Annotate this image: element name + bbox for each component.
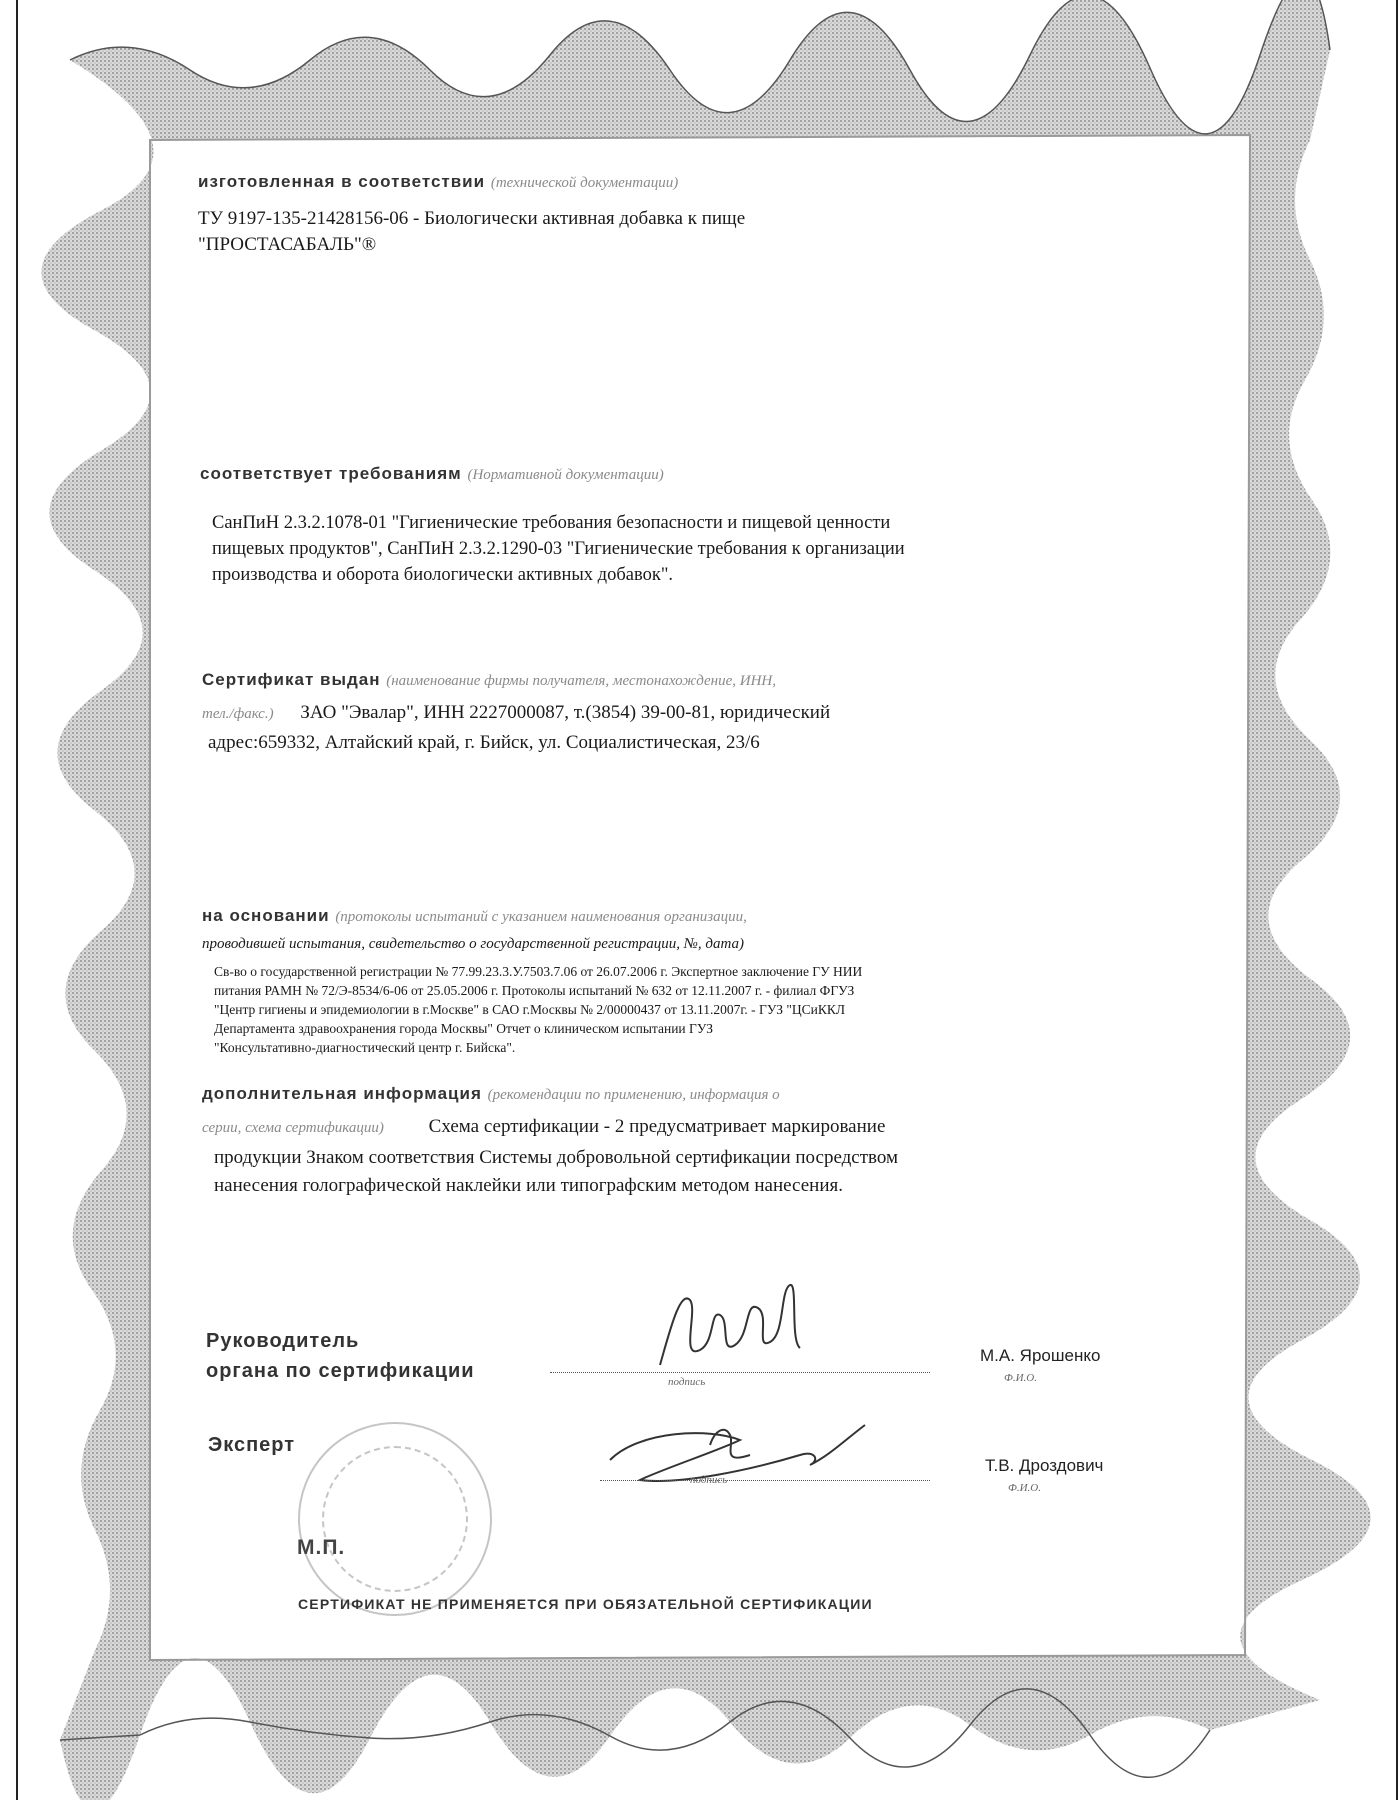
- stamp-place-label: М.П.: [297, 1536, 346, 1559]
- made-per-label: изготовленная в соответствии: [198, 172, 486, 191]
- conforms-hint: (Нормативной документации): [467, 467, 664, 483]
- issued-to-hint-1: (наименование фирмы получателя, местонахождение, ИНН,: [386, 673, 776, 689]
- head-label-line-1: Руководитель: [206, 1330, 360, 1352]
- made-per-hint: (технической документации): [490, 175, 679, 191]
- conforms-label: соответствует требованиям: [200, 464, 462, 483]
- additional-section-label: [202, 1084, 780, 1104]
- expert-sign-caption: подпись: [690, 1474, 728, 1486]
- issued-to-label: Сертификат выдан: [202, 670, 381, 689]
- head-signature: [640, 1270, 820, 1390]
- basis-hint-2: проводившей испытания, свидетельство о государственной регистрации, №, дата): [202, 936, 745, 952]
- issued-to-text-1: [202, 700, 830, 727]
- conforms-line-2: пищевых продуктов", СанПиН 2.3.2.1290-03 "Гигиенические требования к организации: [212, 539, 905, 559]
- head-sign-caption: подпись: [668, 1376, 706, 1388]
- additional-text-2: [214, 1144, 898, 1200]
- additional-text-1: [202, 1114, 885, 1141]
- issued-to-section-label: [202, 670, 776, 690]
- made-per-text: [198, 206, 745, 258]
- basis-line-2: питания РАМН № 72/Э-8534/6-06 от 25.05.2006 г. Протоколы испытаний № 632 от 12.11.2007 г. - филиал ФГУЗ: [214, 983, 855, 998]
- expert-name-caption: Ф.И.О.: [1008, 1482, 1041, 1494]
- made-per-line-2: "ПРОСТАСАБАЛЬ"®: [198, 234, 377, 255]
- basis-line-1: Св-во о государственной регистрации № 77.99.23.3.У.7503.7.06 от 26.07.2006 г. Экспертное заключение ГУ НИИ: [214, 964, 863, 979]
- head-name-caption: Ф.И.О.: [1004, 1372, 1037, 1384]
- expert-signature: [600, 1410, 880, 1500]
- head-label-line-2: органа по сертификации: [206, 1360, 475, 1382]
- head-label: [206, 1326, 475, 1386]
- basis-section-label: [202, 906, 747, 926]
- basis-label: на основании: [202, 906, 330, 925]
- made-per-section-label: [198, 172, 678, 192]
- seal-stamp-inner: [322, 1446, 468, 1592]
- expert-signature-line: [600, 1480, 930, 1481]
- additional-label: дополнительная информация: [202, 1084, 482, 1103]
- basis-line-4: Департамента здравоохранения города Москвы" Отчет о клиническом испытании ГУЗ: [214, 1021, 713, 1036]
- conforms-text: [212, 510, 905, 588]
- conforms-line-3: производства и оборота биологически активных добавок".: [212, 565, 673, 585]
- additional-hint-2: серии, схема сертификации): [202, 1120, 384, 1136]
- additional-hint-1: (рекомендации по применению, информация о: [487, 1087, 780, 1103]
- issued-to-line-1: ЗАО "Эвалар", ИНН 2227000087, т.(3854) 39-00-81, юридический: [300, 702, 831, 723]
- additional-line-3: нанесения голографической наклейки или типографским методом нанесения.: [214, 1175, 843, 1196]
- conforms-section-label: [200, 464, 664, 484]
- basis-hint-1: (протоколы испытаний с указанием наименования организации,: [335, 909, 747, 925]
- footer-note: СЕРТИФИКАТ НЕ ПРИМЕНЯЕТСЯ ПРИ ОБЯЗАТЕЛЬНОЙ СЕРТИФИКАЦИИ: [298, 1596, 873, 1612]
- additional-line-2: продукции Знаком соответствия Системы добровольной сертификации посредством: [214, 1147, 899, 1168]
- basis-line-5: "Консультативно-диагностический центр г. Бийска".: [214, 1040, 516, 1055]
- made-per-line-1: ТУ 9197-135-21428156-06 - Биологически активная добавка к пище: [198, 208, 746, 229]
- basis-text: [214, 962, 1194, 1057]
- expert-name: Т.В. Дроздович: [985, 1456, 1104, 1475]
- additional-line-1: Схема сертификации - 2 предусматривает маркирование: [428, 1116, 886, 1137]
- basis-line-3: "Центр гигиены и эпидемиологии в г.Москве" в САО г.Москвы № 2/00000437 от 13.11.2007г. - ГУЗ "ЦСиККЛ: [214, 1002, 845, 1017]
- issued-to-hint-2: тел./факс.): [202, 706, 274, 722]
- conforms-line-1: СанПиН 2.3.2.1078-01 "Гигиенические требования безопасности и пищевой ценности: [212, 513, 891, 533]
- head-name: М.А. Ярошенко: [980, 1346, 1101, 1365]
- expert-label: Эксперт: [208, 1434, 296, 1456]
- issued-to-line-2: адрес:659332, Алтайский край, г. Бийск, ул. Социалистическая, 23/6: [208, 732, 760, 753]
